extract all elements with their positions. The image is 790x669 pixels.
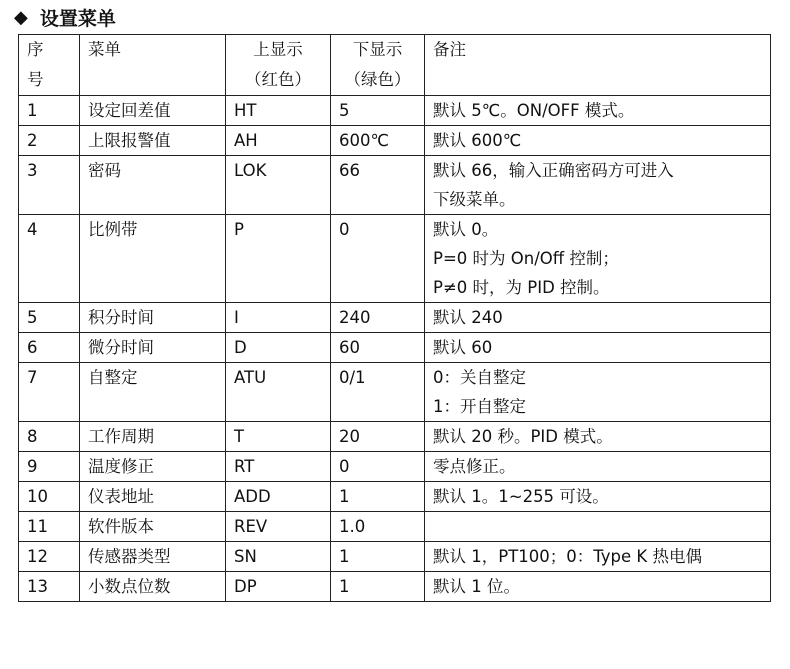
menu-name: 上限报警值: [80, 126, 226, 156]
note-line: 0：关自整定: [433, 368, 526, 387]
note-line: P=0 时为 On/Off 控制；: [433, 249, 619, 268]
menu-name: 设定回差值: [80, 96, 226, 126]
lower-display-value: 0: [331, 452, 425, 482]
menu-name: 传感器类型: [80, 542, 226, 572]
notes-cell: [425, 542, 771, 572]
note-line: 默认 5℃。ON/OFF 模式。: [433, 101, 635, 120]
table-row: [19, 303, 771, 333]
upper-display-code: HT: [226, 96, 331, 126]
note-line: 默认 60: [433, 338, 493, 357]
table-row: [19, 126, 771, 156]
settings-menu-table: [18, 34, 771, 602]
table-row: [19, 512, 771, 542]
header-notes: [425, 35, 771, 96]
menu-name: 微分时间: [80, 333, 226, 363]
row-number: 13: [19, 572, 80, 602]
note-line: 默认 20 秒。PID 模式。: [433, 427, 613, 446]
upper-display-code: D: [226, 333, 331, 363]
header-text: 序: [27, 40, 44, 59]
lower-display-value: 240: [331, 303, 425, 333]
notes-cell: [425, 422, 771, 452]
menu-name: 比例带: [80, 215, 226, 303]
table-row: [19, 215, 771, 303]
upper-display-code: T: [226, 422, 331, 452]
lower-display-value: 1.0: [331, 512, 425, 542]
menu-name: 小数点位数: [80, 572, 226, 602]
menu-name: 密码: [80, 156, 226, 215]
header-text: （红色）: [245, 70, 311, 89]
row-number: 12: [19, 542, 80, 572]
header-menu: [80, 35, 226, 96]
menu-name: 积分时间: [80, 303, 226, 333]
header-text: （绿色）: [344, 70, 411, 89]
notes-cell: [425, 512, 771, 542]
table-row: [19, 542, 771, 572]
notes-cell: [425, 215, 771, 303]
lower-display-value: 0/1: [331, 363, 425, 422]
note-line: P≠0 时，为 PID 控制。: [433, 278, 610, 297]
row-number: 6: [19, 333, 80, 363]
menu-name: 自整定: [80, 363, 226, 422]
header-text: 备注: [433, 40, 466, 59]
upper-display-code: SN: [226, 542, 331, 572]
notes-cell: [425, 303, 771, 333]
lower-display-value: 1: [331, 482, 425, 512]
note-line: [433, 512, 770, 541]
notes-cell: [425, 96, 771, 126]
row-number: 1: [19, 96, 80, 126]
note-line: 默认 66，输入正确密码方可进入: [433, 161, 674, 180]
header-text: 菜单: [88, 40, 121, 59]
row-number: 8: [19, 422, 80, 452]
note-line: 默认 0。: [433, 220, 499, 239]
notes-cell: [425, 126, 771, 156]
lower-display-value: 1: [331, 572, 425, 602]
row-number: 9: [19, 452, 80, 482]
upper-display-code: REV: [226, 512, 331, 542]
menu-name: 软件版本: [80, 512, 226, 542]
row-number: 4: [19, 215, 80, 303]
upper-display-code: RT: [226, 452, 331, 482]
lower-display-value: 5: [331, 96, 425, 126]
note-line: 默认 600℃: [433, 131, 522, 150]
table-row: [19, 96, 771, 126]
notes-cell: [425, 363, 771, 422]
section-title: 设置菜单: [39, 7, 116, 30]
note-line: 零点修正。: [433, 457, 516, 476]
header-text: 号: [27, 70, 44, 89]
note-line: 默认 1。1~255 可设。: [433, 487, 609, 506]
menu-name: 工作周期: [80, 422, 226, 452]
notes-cell: [425, 156, 771, 215]
note-line: 默认 1，PT100；0：Type K 热电偶: [433, 547, 702, 566]
table-row: [19, 363, 771, 422]
section-heading: [14, 2, 116, 32]
table-row: [19, 482, 771, 512]
lower-display-value: 60: [331, 333, 425, 363]
table-row: [19, 156, 771, 215]
menu-name: 温度修正: [80, 452, 226, 482]
header-lower-display: [331, 35, 425, 96]
upper-display-code: I: [226, 303, 331, 333]
note-line: 下级菜单。: [433, 190, 516, 209]
upper-display-code: AH: [226, 126, 331, 156]
header-no: [19, 35, 80, 96]
note-line: 1：开自整定: [433, 397, 526, 416]
upper-display-code: LOK: [226, 156, 331, 215]
upper-display-code: DP: [226, 572, 331, 602]
header-text: 上显示: [253, 40, 303, 59]
header-upper-display: [226, 35, 331, 96]
header-text: 下显示: [352, 40, 403, 59]
upper-display-code: ADD: [226, 482, 331, 512]
note-line: 默认 1 位。: [433, 577, 520, 596]
notes-cell: [425, 572, 771, 602]
row-number: 7: [19, 363, 80, 422]
lower-display-value: 0: [331, 215, 425, 303]
table-row: [19, 452, 771, 482]
table-row: [19, 572, 771, 602]
table-header-row: [19, 35, 771, 96]
upper-display-code: ATU: [226, 363, 331, 422]
notes-cell: [425, 452, 771, 482]
notes-cell: [425, 333, 771, 363]
row-number: 2: [19, 126, 80, 156]
row-number: 5: [19, 303, 80, 333]
menu-name: 仪表地址: [80, 482, 226, 512]
table-row: [19, 333, 771, 363]
lower-display-value: 66: [331, 156, 425, 215]
row-number: 11: [19, 512, 80, 542]
lower-display-value: 1: [331, 542, 425, 572]
lower-display-value: 600℃: [331, 126, 425, 156]
row-number: 10: [19, 482, 80, 512]
diamond-bullet-icon: ◆: [14, 6, 28, 28]
upper-display-code: P: [226, 215, 331, 303]
row-number: 3: [19, 156, 80, 215]
lower-display-value: 20: [331, 422, 425, 452]
note-line: 默认 240: [433, 308, 503, 327]
table-body: [19, 35, 771, 602]
table-row: [19, 422, 771, 452]
notes-cell: [425, 482, 771, 512]
